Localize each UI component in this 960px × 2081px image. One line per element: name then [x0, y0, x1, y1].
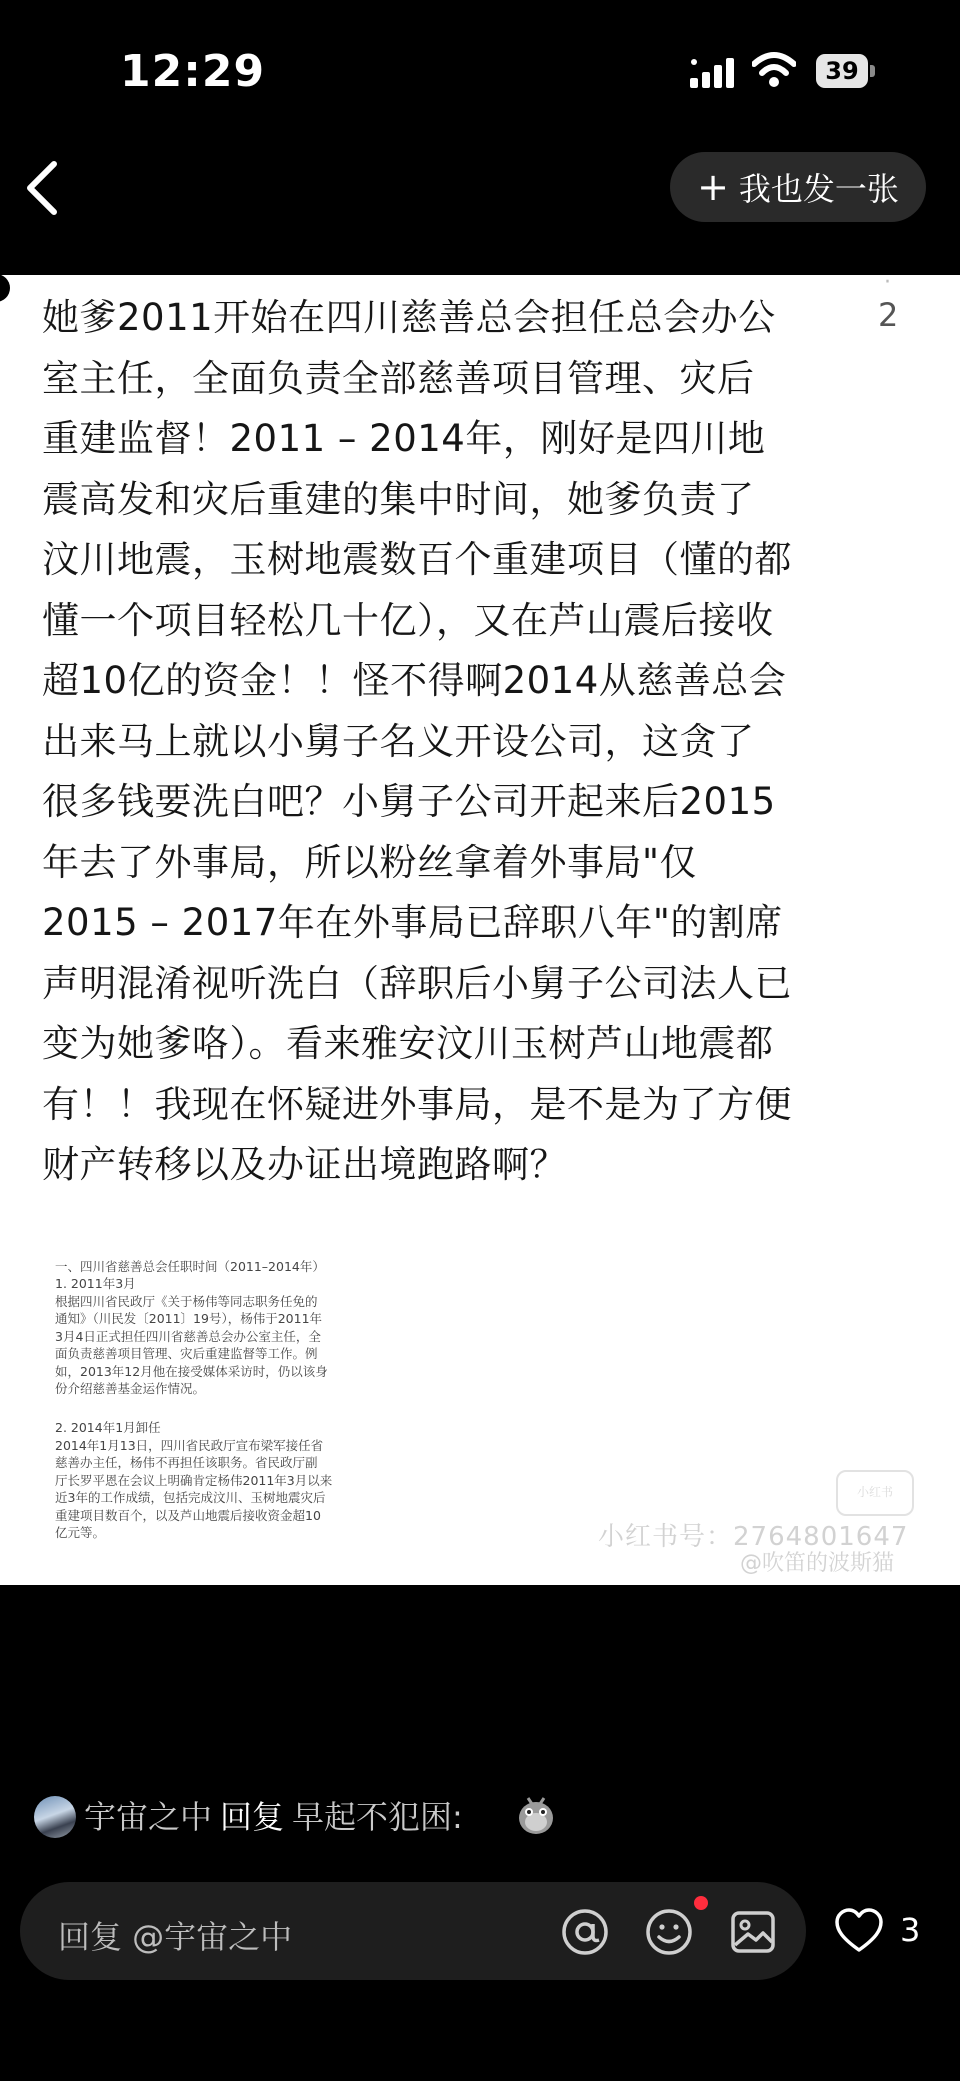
reply-context — [84, 1792, 463, 1838]
watermark-weibo: @吹笛的波斯猫 — [740, 1551, 895, 1576]
reply-verb: 回复 — [220, 1798, 285, 1836]
emoji-icon[interactable] — [644, 1907, 694, 1957]
image-icon[interactable] — [728, 1907, 778, 1957]
reply-user[interactable]: 宇宙之中 — [84, 1798, 213, 1836]
document-snippet — [55, 1240, 385, 1563]
side-mark: · — [884, 270, 891, 295]
notification-dot — [694, 1896, 708, 1910]
reply-input[interactable]: 回复 @宇宙之中 — [58, 1918, 293, 1956]
sticker-emoji-icon — [516, 1792, 556, 1836]
status-time: 12:29 — [120, 46, 266, 97]
image-side-number: 2 — [878, 296, 899, 334]
post-also-button[interactable] — [670, 152, 926, 222]
at-icon[interactable] — [560, 1907, 610, 1957]
post-also-label: 我也发一张 — [738, 170, 899, 208]
like-count: 3 — [900, 1911, 921, 1949]
battery-icon — [816, 54, 876, 88]
back-icon[interactable] — [24, 160, 60, 216]
avatar[interactable] — [34, 1796, 76, 1838]
post-body-text: 她爹2011开始在四川慈善总会担任总会办公 室主任，全面负责全部慈善项目管理、灾后 重建监督！2011 – 2014年，刚好是四川地 震高发和灾后重建的集中时间，她爹负责了 汶川地震，玉树地震数百个重建项目（懂的都 懂一个项目轻松几十亿），又在芦山震后接收 超10亿的资金！！怪不得啊2014从慈善总会 出来马上就以小舅子名义开设公司，这贪了 很多钱要洗白吧？小舅子公司开起来后2015 年去了外事局，所以粉丝拿着外事局"仅 2015 – 2017年在外事局已辞职八年"的割席 声明混淆视听洗白（辞职后小舅子公司法人已 变为她爹咯）。看来雅安汶川玉树芦山地震都 有！！我现在怀疑进外事局，是不是为了方便 财产转移以及办证出境跑路啊？ — [42, 296, 792, 1186]
watermark-id: 小红书号：2764801647 — [598, 1522, 909, 1552]
reply-target[interactable]: 早起不犯困: — [292, 1798, 463, 1836]
watermark-logo: 小红书 — [836, 1470, 914, 1516]
signal-icon — [690, 58, 736, 88]
document-paragraph: 一、四川省慈善总会任职时间（2011–2014年） 1. 2011年3月 根据四川省民政厅《关于杨伟等同志职务任免的 通知》（川民发〔2011〕19号），杨伟于2011年 3月4日正式担任四川省慈善总会办公室主任，全 面负责慈善项目管理、灾后重建监督等工作。例 如，2013年12月他在接受媒体采访时，仍以该身 份介绍慈善基金运作情况。 — [55, 1258, 328, 1396]
document-paragraph: 2. 2014年1月卸任 2014年1月13日，四川省民政厅宣布梁军接任省 慈善办主任，杨伟不再担任该职务。省民政厅副 厅长罗平恩在会议上明确肯定杨伟2011年3月以来 近3年的工作成绩，包括完成汶川、玉树地震灾后 重建项目数百个，以及芦山地震后接收资金超10 亿元等。 — [55, 1420, 333, 1540]
battery-level: 39 — [816, 54, 868, 88]
plus-icon: + — [697, 165, 729, 209]
wifi-icon — [752, 52, 796, 88]
heart-icon[interactable] — [834, 1908, 884, 1954]
